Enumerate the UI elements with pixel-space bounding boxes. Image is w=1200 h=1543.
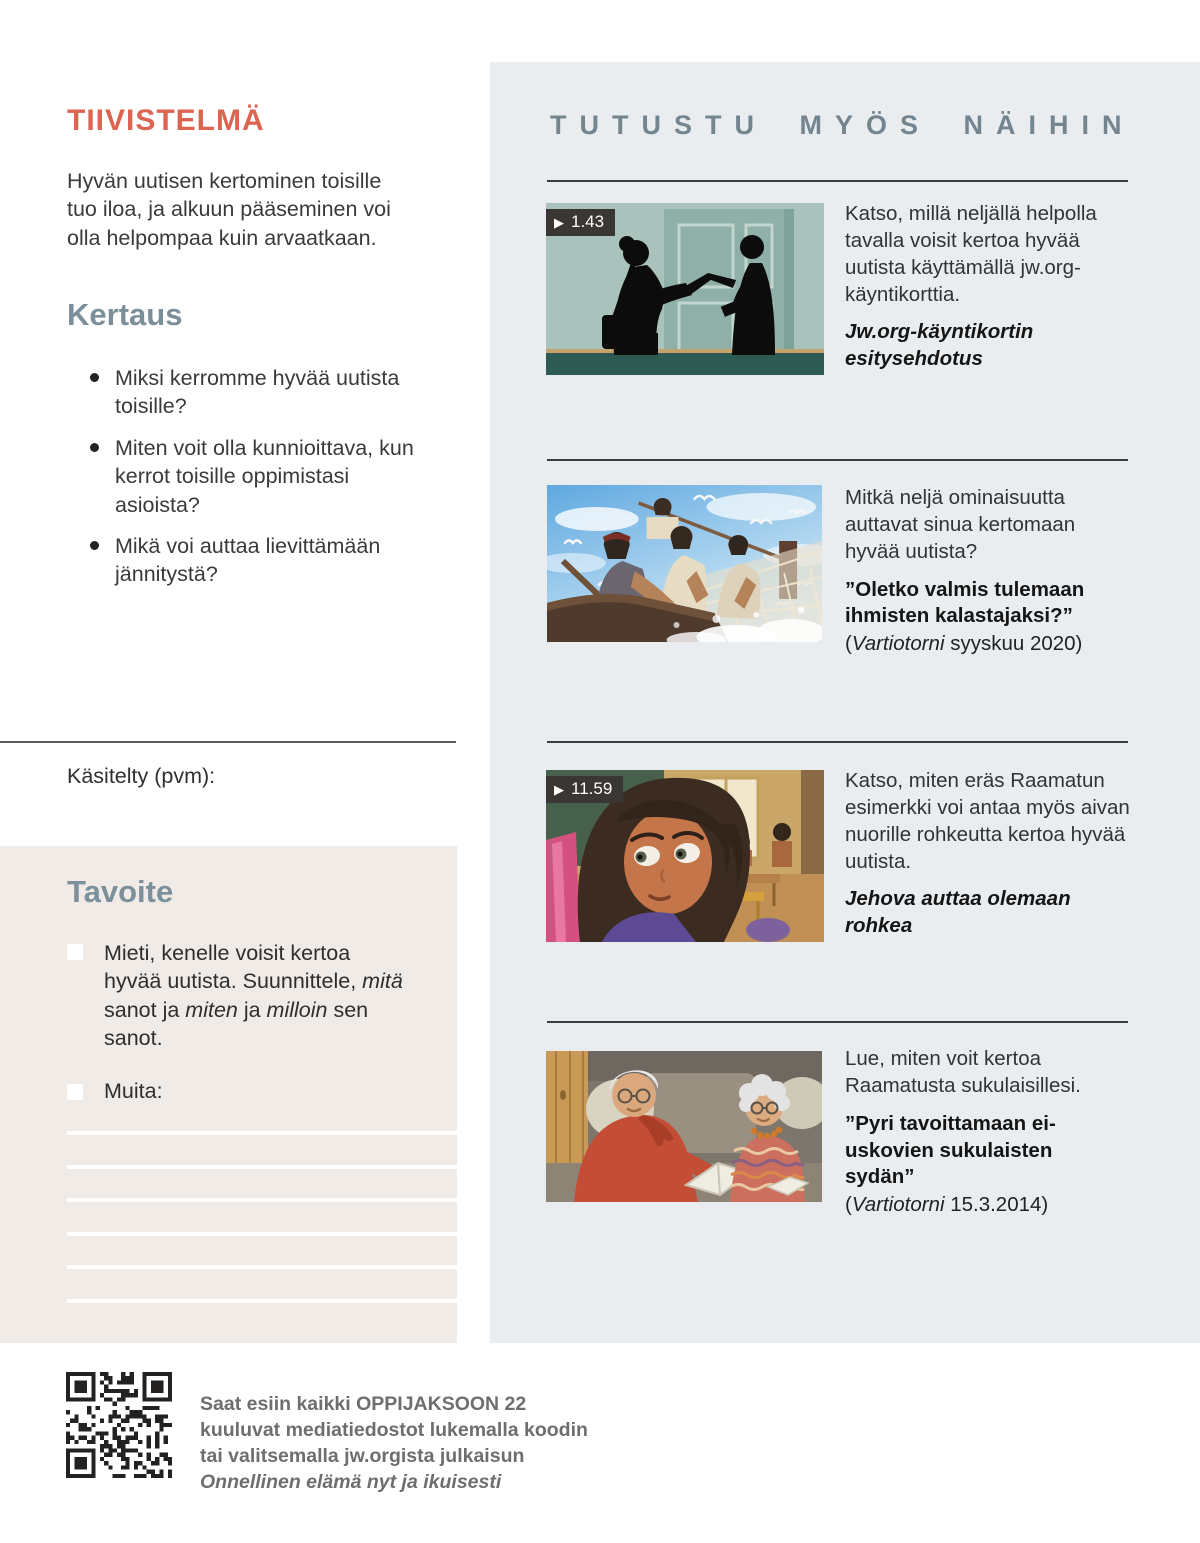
text-segment: Vartiotorni (851, 1193, 945, 1217)
text-segment: sen sanot. (104, 997, 369, 1051)
footer-line (200, 1444, 620, 1470)
play-icon: ▶ (554, 781, 564, 797)
divider (547, 741, 1128, 743)
review-question (88, 532, 425, 589)
text-segment: ja (237, 997, 267, 1022)
item-description: Katso, miten eräs Raamatun esimerkki voi antaa myös aivan nuorille rohkeutta kertoa hyvää uutista. (845, 769, 1130, 873)
item-description: Mitkä neljä ominaisuutta auttavat sinua kertomaan hyvää uutista? (845, 486, 1076, 563)
item-source (845, 1192, 1145, 1219)
footer-line (200, 1470, 620, 1496)
text-segment: Vartiotorni (851, 632, 945, 656)
item-title[interactable]: ”Pyri tavoittamaan ei-uskovien sukulaisten sydän” (845, 1111, 1056, 1189)
item-source (845, 631, 1145, 658)
related-item (845, 768, 1145, 940)
item-title[interactable]: ”Oletko valmis tulemaan ihmisten kalastajaksi?” (845, 577, 1085, 628)
elderly-couple-illustration (546, 1051, 822, 1202)
divider (547, 459, 1128, 461)
text-segment: miten (185, 997, 238, 1022)
goal-checkbox[interactable] (67, 944, 83, 960)
text-segment: Mieti, kenelle voisit kertoa hyvää uutista. Suunnittele, (104, 941, 363, 994)
item-description: Lue, miten voit kertoa Raamatusta sukulaisillesi. (845, 1047, 1081, 1097)
related-item (845, 1046, 1145, 1219)
article-thumbnail-fishermen[interactable] (547, 485, 822, 642)
review-question-text: Mikä voi auttaa lievittämään jännitystä? (115, 533, 381, 587)
qr-code (66, 1372, 172, 1478)
text-segment: Saat esiin kaikki OPPIJAKSOON 22 (200, 1393, 527, 1415)
play-badge (546, 209, 615, 236)
related-item (845, 201, 1145, 373)
item-title[interactable]: Jehova auttaa olemaan rohkea (845, 887, 1071, 938)
summary-title: TIIVISTELMÄ (67, 104, 265, 137)
footer-line (200, 1418, 620, 1444)
bullet-icon (90, 443, 99, 452)
text-segment: Onnellinen elämä nyt ja ikuisesti (200, 1470, 502, 1493)
text-segment: ( (845, 632, 852, 656)
review-title: Kertaus (67, 297, 183, 332)
review-question (88, 434, 425, 519)
goal-checkbox[interactable] (67, 1084, 83, 1100)
bullet-icon (90, 541, 99, 550)
goal-title: Tavoite (67, 874, 174, 909)
play-icon: ▶ (554, 214, 564, 230)
goal-item-text (104, 1079, 404, 1104)
divider (0, 741, 456, 743)
summary-text: Hyvän uutisen kertominen toisille tuo iloa, ja alkuun pääseminen voi olla helpompaa kuin arvaatkaan. (67, 169, 391, 250)
review-question-list (88, 364, 428, 602)
text-segment: milloin (266, 997, 328, 1022)
duration-label: 1.43 (571, 212, 605, 231)
divider (547, 180, 1128, 182)
goal-item-text (104, 939, 404, 1053)
article-thumbnail-elderly-couple[interactable] (546, 1051, 822, 1202)
review-question-text: Miksi kerromme hyvää uutista toisille? (115, 366, 400, 419)
related-panel-title: TUTUSTU MYÖS NÄIHIN (550, 110, 1135, 140)
review-question-text: Miten voit olla kunnioittava, kun kerrot toisille oppimistasi asioista? (115, 435, 414, 517)
video-thumbnail-doorstep-silhouettes[interactable] (546, 203, 824, 375)
item-title[interactable]: Jw.org-käyntikortin esitysehdotus (845, 320, 1034, 371)
text-segment: syyskuu 2020) (944, 632, 1083, 656)
fishermen-illustration (547, 485, 822, 642)
text-segment: mitä (362, 969, 403, 994)
item-description: Katso, millä neljällä helpolla tavalla voisit kertoa hyvää uutista käyttämällä jw.org-käyntikorttia. (845, 202, 1097, 306)
footer-text (200, 1392, 620, 1496)
text-segment: tai valitsemalla jw.orgista julkaisun (200, 1444, 525, 1467)
related-item (845, 485, 1145, 658)
text-segment: 15.3.2014) (944, 1193, 1049, 1217)
video-thumbnail-classroom-girl[interactable] (546, 770, 824, 942)
text-segment: Muita: (104, 1079, 163, 1103)
text-segment: ( (845, 1193, 852, 1217)
handled-date-label: Käsitelty (pvm): (67, 764, 216, 788)
footer-line (200, 1392, 620, 1418)
bullet-icon (90, 373, 99, 382)
text-segment: sanot ja (104, 997, 186, 1022)
review-question (88, 364, 425, 421)
play-badge (546, 776, 623, 803)
duration-label: 11.59 (571, 779, 613, 798)
divider (547, 1021, 1128, 1023)
text-segment: kuuluvat mediatiedostot lukemalla koodin (200, 1418, 588, 1441)
